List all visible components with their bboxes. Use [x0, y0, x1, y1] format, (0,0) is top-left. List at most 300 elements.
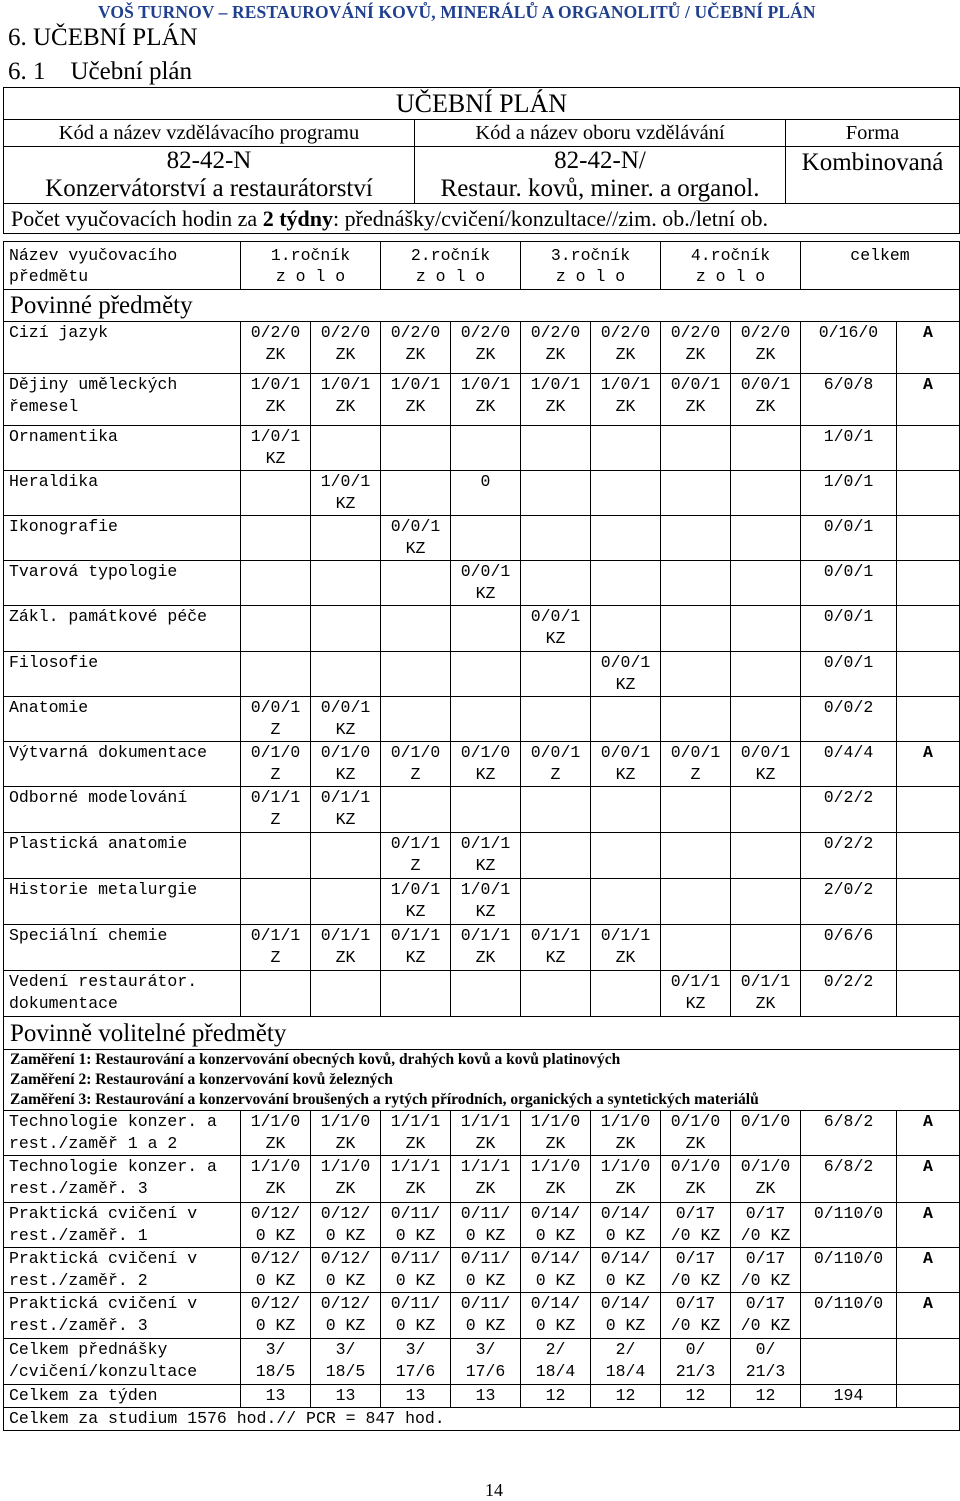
col-year-4	[661, 242, 801, 290]
year-cell	[381, 1339, 451, 1385]
total-value: 0/2/2	[801, 971, 897, 1017]
year-cell	[241, 1385, 311, 1408]
hours-value: 0/0/1 Z	[670, 743, 721, 784]
hours-value: 0/12/ 0 KZ	[320, 1249, 371, 1290]
year-cell	[591, 833, 661, 879]
year-cell	[731, 1156, 801, 1203]
hours-value: 0/ 21/3	[745, 1340, 786, 1381]
table-row	[4, 561, 960, 606]
hours-value: 2/ 18/4	[535, 1340, 576, 1381]
hours-value: 1/1/0 ZK	[250, 1112, 301, 1153]
table-row	[4, 971, 960, 1017]
subject-name: Praktická cvičení v rest./zaměř. 3	[4, 1293, 241, 1339]
hours-value: 0/17 /0 KZ	[670, 1294, 721, 1335]
year-cell	[381, 742, 451, 787]
total-value: 194	[801, 1385, 897, 1408]
year-cell	[451, 561, 521, 606]
hours-value: 0/1/1 Z	[250, 788, 301, 829]
year-cell	[451, 606, 521, 652]
year-cell	[591, 426, 661, 471]
total-value: 1/0/1	[801, 471, 897, 516]
hours-value: 0/1/1 Z	[390, 834, 441, 875]
total-value: 0/6/6	[801, 925, 897, 971]
focus-item: Zaměření 1: Restaurování a konzervování obecných kovů, drahých kovů a kovů platinových	[10, 1051, 621, 1068]
subject-name: Tvarová typologie	[4, 561, 241, 606]
hours-value: 1/0/1 ZK	[250, 375, 301, 416]
table-row	[4, 742, 960, 787]
year-cell	[731, 322, 801, 374]
exam-mark: A	[897, 374, 960, 426]
table-row	[4, 516, 960, 561]
year-cell	[591, 1156, 661, 1203]
subject-name: Celkem přednášky /cvičení/konzultace	[4, 1339, 241, 1385]
year-cell	[241, 1293, 311, 1339]
hours-value: 1/0/1 KZ	[250, 427, 301, 468]
year-cell	[241, 1248, 311, 1293]
year-cell	[661, 1156, 731, 1203]
year-cell	[241, 742, 311, 787]
hours-value: 0/2/0 ZK	[320, 323, 371, 364]
total-value: 6/8/2	[801, 1111, 897, 1156]
year-cell	[241, 787, 311, 833]
year-cell	[591, 787, 661, 833]
table-row	[4, 322, 960, 374]
plan-title: UČEBNÍ PLÁN	[4, 88, 960, 120]
year-cell	[591, 697, 661, 742]
year-cell	[661, 1293, 731, 1339]
table-row	[4, 1111, 960, 1156]
col-year-2	[381, 242, 521, 290]
table-row	[4, 1156, 960, 1203]
hours-value: 0/0/1 KZ	[530, 607, 581, 648]
program-code: 82-42-N	[166, 147, 252, 174]
hours-value: 0/1/0 ZK	[670, 1112, 721, 1153]
hours-value: 12	[545, 1386, 566, 1405]
year-cell	[311, 787, 381, 833]
hours-value: 0/12/ 0 KZ	[250, 1249, 301, 1290]
year-cell	[451, 1385, 521, 1408]
focus-item: Zaměření 2: Restaurování a konzervování kovů železných	[10, 1071, 393, 1088]
hours-value: 0/12/ 0 KZ	[250, 1294, 301, 1335]
year-cell	[311, 426, 381, 471]
year-cell	[661, 925, 731, 971]
year-cell	[591, 606, 661, 652]
field-cell	[415, 147, 786, 204]
year-cell	[381, 1293, 451, 1339]
total-value: 0/0/1	[801, 652, 897, 697]
year-cell	[661, 742, 731, 787]
total-value: 0/4/4	[801, 742, 897, 787]
hours-value: 0/1/0 Z	[250, 743, 301, 784]
hours-value: 13	[405, 1386, 426, 1405]
year-cell	[661, 1203, 731, 1248]
year-cell	[451, 925, 521, 971]
hours-value: 0/1/1 KZ	[670, 972, 721, 1013]
year-cell	[381, 1111, 451, 1156]
subject-name: Historie metalurgie	[4, 879, 241, 925]
year-cell	[661, 652, 731, 697]
year-cell	[521, 971, 591, 1017]
year-cell	[591, 971, 661, 1017]
year-cell	[381, 652, 451, 697]
col-year-3	[521, 242, 661, 290]
year-cell	[521, 561, 591, 606]
focus-list	[4, 1050, 960, 1111]
exam-mark	[897, 606, 960, 652]
hours-value: 1/1/0 ZK	[600, 1157, 651, 1198]
total-value: 0/0/2	[801, 697, 897, 742]
year-cell	[241, 1111, 311, 1156]
subject-name: Speciální chemie	[4, 925, 241, 971]
hours-value: 1/0/1 KZ	[390, 880, 441, 921]
year-cell	[381, 697, 451, 742]
year-cell	[521, 374, 591, 426]
table-row	[4, 1293, 960, 1339]
hours-value: 0/1/1 Z	[250, 926, 301, 967]
hours-value: 13	[335, 1386, 356, 1405]
year-cell	[451, 1203, 521, 1248]
hours-prefix: Počet vyučovacích hodin za	[11, 205, 263, 231]
hours-value: 0/17 /0 KZ	[740, 1204, 791, 1245]
year-cell	[661, 1339, 731, 1385]
year-cell	[241, 1203, 311, 1248]
year-cell	[241, 697, 311, 742]
year-cell	[311, 471, 381, 516]
year-cell	[311, 1248, 381, 1293]
year-cell	[451, 652, 521, 697]
year-cell	[451, 1339, 521, 1385]
year-cell	[521, 833, 591, 879]
exam-mark	[897, 697, 960, 742]
year-cell	[521, 1339, 591, 1385]
year-cell	[661, 606, 731, 652]
year-cell	[731, 426, 801, 471]
table-row	[4, 374, 960, 426]
exam-mark: A	[897, 1203, 960, 1248]
year-cell	[661, 374, 731, 426]
year-cell	[521, 1111, 591, 1156]
year-cell	[661, 833, 731, 879]
year-cell	[521, 1156, 591, 1203]
year-cell	[731, 606, 801, 652]
exam-mark	[897, 652, 960, 697]
year-cell	[451, 879, 521, 925]
table-row	[4, 1248, 960, 1293]
year-cell	[731, 971, 801, 1017]
year-cell	[661, 971, 731, 1017]
hours-value: 1/1/0 ZK	[320, 1112, 371, 1153]
hours-value: 0/0/1 KZ	[600, 653, 651, 694]
hours-value: 0/0/1 KZ	[600, 743, 651, 784]
year-cell	[311, 697, 381, 742]
col-year-1	[241, 242, 381, 290]
year-cell	[661, 787, 731, 833]
hours-value: 0/14/ 0 KZ	[530, 1294, 581, 1335]
total-value: 0/16/0	[801, 322, 897, 374]
year-cell	[521, 471, 591, 516]
exam-mark: A	[897, 1111, 960, 1156]
hours-value: 3/ 17/6	[465, 1340, 506, 1381]
subject-name: Ikonografie	[4, 516, 241, 561]
year-cell	[241, 322, 311, 374]
exam-mark	[897, 833, 960, 879]
hours-value: 0/17 /0 KZ	[740, 1294, 791, 1335]
year-cell	[451, 1111, 521, 1156]
hours-value: 1/1/0 ZK	[250, 1157, 301, 1198]
table-row	[4, 1385, 960, 1408]
year-cell	[591, 1203, 661, 1248]
total-value: 6/8/2	[801, 1156, 897, 1203]
year-cell	[241, 606, 311, 652]
year-cell	[381, 516, 451, 561]
col-year-3-label: 3.ročník z o l o	[550, 246, 631, 286]
year-cell	[731, 1385, 801, 1408]
year-cell	[731, 879, 801, 925]
total-value: 0/2/2	[801, 833, 897, 879]
table-row	[4, 652, 960, 697]
year-cell	[381, 322, 451, 374]
table-row	[4, 1408, 960, 1431]
hours-value: 0/2/0 ZK	[460, 323, 511, 364]
year-cell	[381, 925, 451, 971]
year-cell	[661, 516, 731, 561]
year-cell	[591, 322, 661, 374]
focus-row	[4, 1050, 960, 1111]
hours-value: 0/1/0 Z	[390, 743, 441, 784]
hours-value: 0/1/1 ZK	[460, 926, 511, 967]
hours-value: 1/0/1 ZK	[530, 375, 581, 416]
year-cell	[661, 1385, 731, 1408]
total-value: 6/0/8	[801, 374, 897, 426]
hours-value: 0/14/ 0 KZ	[600, 1204, 651, 1245]
year-cell	[381, 1203, 451, 1248]
year-cell	[241, 561, 311, 606]
hours-value: 0/17 /0 KZ	[740, 1249, 791, 1290]
hours-value: 13	[265, 1386, 286, 1405]
subject-name: Praktická cvičení v rest./zaměř. 2	[4, 1248, 241, 1293]
year-cell	[311, 742, 381, 787]
year-cell	[521, 697, 591, 742]
year-cell	[381, 471, 451, 516]
form-header: Forma	[786, 120, 960, 147]
hours-period: 2 týdny	[262, 205, 333, 231]
running-header: VOŠ TURNOV – RESTAUROVÁNÍ KOVŮ, MINERÁLŮ A ORGANOLITŮ / UČEBNÍ PLÁN	[98, 2, 816, 22]
hours-value: 1/0/1 ZK	[460, 375, 511, 416]
year-cell	[591, 1293, 661, 1339]
year-cell	[591, 1339, 661, 1385]
hours-value: 2/ 18/4	[605, 1340, 646, 1381]
total-value: 0/2/2	[801, 787, 897, 833]
form-value: Kombinovaná	[786, 147, 960, 204]
plan-table	[3, 241, 960, 1431]
table-row	[4, 697, 960, 742]
hours-value: 0/1/1 ZK	[740, 972, 791, 1013]
year-cell	[381, 1156, 451, 1203]
hours-value: 0/11/ 0 KZ	[460, 1204, 511, 1245]
year-cell	[241, 879, 311, 925]
year-cell	[661, 471, 731, 516]
year-cell	[241, 426, 311, 471]
year-cell	[241, 652, 311, 697]
table-row	[4, 787, 960, 833]
exam-mark	[897, 879, 960, 925]
year-cell	[311, 1203, 381, 1248]
year-cell	[451, 426, 521, 471]
year-cell	[661, 322, 731, 374]
year-cell	[381, 787, 451, 833]
hours-value: 0/0/1 ZK	[670, 375, 721, 416]
year-cell	[241, 516, 311, 561]
year-cell	[311, 1293, 381, 1339]
study-total: Celkem za studium 1576 hod.// PCR = 847 hod.	[4, 1408, 960, 1431]
year-cell	[451, 1293, 521, 1339]
year-cell	[311, 1111, 381, 1156]
year-cell	[731, 1111, 801, 1156]
year-cell	[311, 606, 381, 652]
hours-suffix: : přednášky/cvičení/konzultace//zim. ob./letní ob.	[333, 205, 768, 231]
year-cell	[381, 606, 451, 652]
year-cell	[731, 471, 801, 516]
year-cell	[731, 697, 801, 742]
hours-value: 0/2/0 ZK	[670, 323, 721, 364]
subject-name: Technologie konzer. a rest./zaměř. 3	[4, 1156, 241, 1203]
year-cell	[311, 374, 381, 426]
hours-value: 1/0/1 ZK	[320, 375, 371, 416]
year-cell	[381, 971, 451, 1017]
table-row	[4, 879, 960, 925]
year-cell	[451, 697, 521, 742]
exam-mark	[897, 787, 960, 833]
exam-mark	[897, 1385, 960, 1408]
hours-value: 1/1/0 ZK	[530, 1112, 581, 1153]
year-cell	[311, 561, 381, 606]
hours-value: 0/0/1 Z	[530, 743, 581, 784]
hours-value: 0/1/0 KZ	[320, 743, 371, 784]
year-cell	[381, 426, 451, 471]
year-cell	[451, 1156, 521, 1203]
year-cell	[311, 925, 381, 971]
year-cell	[731, 1293, 801, 1339]
hours-value: 12	[685, 1386, 706, 1405]
hours-value: 13	[475, 1386, 496, 1405]
table-row	[4, 471, 960, 516]
year-cell	[521, 606, 591, 652]
year-cell	[451, 787, 521, 833]
subject-name: Dějiny uměleckých řemesel	[4, 374, 241, 426]
year-cell	[661, 1248, 731, 1293]
year-cell	[381, 1385, 451, 1408]
year-cell	[381, 833, 451, 879]
hours-value: 1/0/1 ZK	[600, 375, 651, 416]
total-value: 0/0/1	[801, 516, 897, 561]
hours-value: 0/1/0 ZK	[740, 1157, 791, 1198]
year-cell	[521, 1293, 591, 1339]
col-year-4-label: 4.ročník z o l o	[690, 246, 771, 286]
chapter-title: 6. UČEBNÍ PLÁN	[8, 24, 198, 51]
year-cell	[381, 1248, 451, 1293]
year-cell	[731, 1203, 801, 1248]
hours-value: 12	[755, 1386, 776, 1405]
hours-value: 1/1/1 ZK	[460, 1112, 511, 1153]
year-cell	[591, 1385, 661, 1408]
field-name: Restaur. kovů, miner. a organol.	[440, 175, 760, 202]
col-year-2-label: 2.ročník z o l o	[410, 246, 491, 286]
year-cell	[241, 971, 311, 1017]
subject-name: Cizí jazyk	[4, 322, 241, 374]
table-row	[4, 925, 960, 971]
hours-value: 1/0/1 KZ	[460, 880, 511, 921]
hours-value: 0/2/0 ZK	[250, 323, 301, 364]
year-cell	[591, 1248, 661, 1293]
hours-value: 0/14/ 0 KZ	[530, 1249, 581, 1290]
year-cell	[521, 1248, 591, 1293]
hours-value: 0/11/ 0 KZ	[460, 1249, 511, 1290]
table-row	[4, 833, 960, 879]
hours-value: 0/17 /0 KZ	[670, 1204, 721, 1245]
year-cell	[521, 516, 591, 561]
exam-mark	[897, 971, 960, 1017]
hours-value: 0/14/ 0 KZ	[600, 1249, 651, 1290]
year-cell	[661, 697, 731, 742]
hours-value: 0/0/1 KZ	[740, 743, 791, 784]
hours-value: 1/1/1 ZK	[390, 1157, 441, 1198]
hours-value: 0/0/1 KZ	[320, 698, 371, 739]
hours-value: 0/2/0 ZK	[390, 323, 441, 364]
table-row	[4, 1339, 960, 1385]
focus-item: Zaměření 3: Restaurování a konzervování broušených a rytých přírodních, organických a syntetických materiálů	[10, 1091, 759, 1108]
exam-mark	[897, 1339, 960, 1385]
hours-value: 0/0/1 Z	[250, 698, 301, 739]
hours-value: 0/12/ 0 KZ	[320, 1294, 371, 1335]
program-cell	[4, 147, 415, 204]
hours-value: 1/1/0 ZK	[600, 1112, 651, 1153]
year-cell	[521, 1203, 591, 1248]
col-subject-header: Název vyučovacího předmětu	[4, 242, 241, 290]
hours-value: 0/11/ 0 KZ	[390, 1249, 441, 1290]
year-cell	[241, 833, 311, 879]
exam-mark: A	[897, 322, 960, 374]
year-cell	[731, 516, 801, 561]
year-cell	[311, 879, 381, 925]
plan-info-table	[3, 87, 960, 234]
year-cell	[731, 925, 801, 971]
year-cell	[381, 561, 451, 606]
hours-value: 0/1/1 KZ	[460, 834, 511, 875]
subject-name: Vedení restaurátor. dokumentace	[4, 971, 241, 1017]
hours-value: 1/0/1 ZK	[390, 375, 441, 416]
exam-mark	[897, 426, 960, 471]
program-header: Kód a název vzdělávacího programu	[4, 120, 415, 147]
subject-name: Ornamentika	[4, 426, 241, 471]
subject-name: Zákl. památkové péče	[4, 606, 241, 652]
year-cell	[451, 471, 521, 516]
year-cell	[521, 925, 591, 971]
hours-value: 0/11/ 0 KZ	[460, 1294, 511, 1335]
total-value: 1/0/1	[801, 426, 897, 471]
year-cell	[241, 1339, 311, 1385]
section-row	[4, 1017, 960, 1050]
year-cell	[661, 426, 731, 471]
year-cell	[311, 516, 381, 561]
section-title: 6. 1 Učební plán	[8, 58, 192, 85]
hours-value: 1/0/1 KZ	[320, 472, 371, 513]
year-cell	[591, 561, 661, 606]
year-cell	[311, 1339, 381, 1385]
subject-name: Technologie konzer. a rest./zaměř 1 a 2	[4, 1111, 241, 1156]
hours-value: 0/0/1 KZ	[460, 562, 511, 603]
year-cell	[451, 971, 521, 1017]
year-cell	[731, 652, 801, 697]
